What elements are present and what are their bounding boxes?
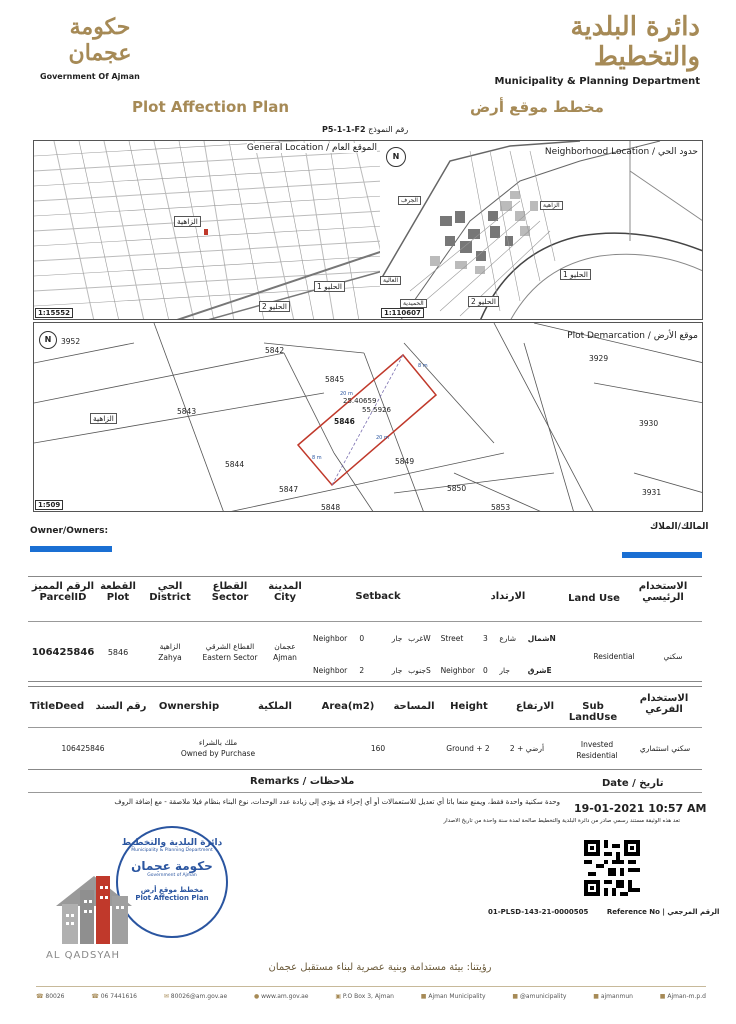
neighborhood-map-label-en: Neighborhood Location / [544, 147, 656, 157]
north-arrow-icon: N [386, 147, 406, 167]
footer-facebook[interactable] [421, 993, 486, 1000]
remarks-label-en: Remarks / [250, 776, 307, 787]
district-value [138, 641, 202, 663]
plot-number: 5850 [447, 484, 467, 493]
ownership-value [178, 737, 258, 759]
sublanduse-value-en: Invested Residential [576, 740, 618, 760]
setback-2-type: Neighbor [313, 666, 348, 675]
footer-item: ajmanmun [600, 992, 633, 1000]
property-info-table [28, 686, 702, 770]
reference-number [488, 908, 719, 916]
plot-number: 5844 [225, 460, 245, 469]
stamp-bottom-ar: مخطط موقع أرض [140, 886, 204, 894]
stamp-mid-en: Government of Ajman [147, 873, 197, 878]
plot-number: 3930 [639, 419, 659, 428]
landuse-header-ar: الاستخدام الرئيسي [638, 581, 688, 603]
department-logo-english: Municipality & Planning Department [494, 76, 700, 87]
owner-bar-right [622, 552, 702, 558]
plot-map-lines [34, 323, 703, 512]
form-number [322, 125, 408, 134]
parcel-header [28, 581, 98, 603]
mailbox-icon: ▣ [335, 992, 341, 1000]
footer-item: Ajman Municipality [428, 992, 486, 1000]
sector-value-ar: القطاع الشرقي [205, 642, 255, 651]
city-value [258, 641, 312, 663]
ownership-header-en: Ownership [158, 701, 220, 712]
titledeed-value: 106425846 [61, 744, 105, 753]
area-value: 160 [370, 744, 386, 753]
plot-number: 3929 [589, 354, 609, 363]
ownership-value-en: Owned by Purchase [180, 749, 256, 758]
remarks-header [250, 776, 354, 787]
setback-2-value2: 0 [482, 666, 488, 675]
neighborhood-place-5: الحميدية [400, 299, 427, 308]
stamp-bottom-en: Plot Affection Plan [135, 894, 209, 902]
plot-map-label-en: Plot Demarcation / [567, 331, 651, 341]
city-header-ar: المدينة [268, 581, 302, 592]
district-header-ar: الحي [157, 581, 183, 592]
plot-north-arrow-icon: N [39, 331, 57, 349]
city-value-en: Ajman [273, 653, 297, 662]
neighborhood-place-6: العالية [380, 276, 401, 285]
setback-2-type-ar: جار [391, 666, 403, 675]
general-map-streets [34, 141, 382, 320]
watermark-logo [46, 866, 146, 966]
district-value-ar: الزاهية [159, 642, 181, 651]
neighborhood-map-label [545, 147, 698, 157]
plot-number: 3952 [61, 337, 81, 346]
general-location-map [33, 140, 382, 320]
neighborhood-map-label-ar: حدود الحي [657, 147, 698, 157]
instagram-icon: ■ [593, 992, 599, 1000]
footer-item: @amunicipality [519, 992, 567, 1000]
date-header [602, 778, 663, 789]
date-value: 19-01-2021 10:57 AM [574, 802, 707, 815]
plot-header-en: Plot [106, 592, 130, 603]
reference-label-en: Reference No | [606, 908, 665, 916]
general-map-place-3: الحليو 2 [259, 301, 290, 312]
plot-demarcation-map [33, 322, 703, 512]
footer-slogan: رؤيتنا: بيئة مستدامة وبنية عصرية لبناء مستقبل عجمان [268, 962, 492, 973]
plot-number: 5849 [395, 457, 415, 466]
setback-2-value: 2 [359, 666, 365, 675]
plot-dim-4: 8 m [312, 455, 322, 461]
height-header-ar: الارتفاع [515, 701, 555, 712]
globe-icon: ● [253, 992, 260, 1000]
watermark-text: AL QADSYAH [46, 950, 121, 961]
facebook-icon: ■ [420, 992, 427, 1000]
qr-code [584, 840, 640, 896]
page-title-arabic: مخطط موقع أرض [470, 98, 604, 116]
stamp-top-en: Municipality & Planning Department [131, 848, 213, 853]
setback-1-value: 0 [359, 634, 365, 643]
plot-number: 3931 [642, 488, 662, 497]
twitter-icon: ■ [512, 992, 518, 1000]
plot-number: 5846 [334, 417, 355, 426]
setback-row-2 [313, 665, 563, 676]
plot-dim-2: 8 m [418, 363, 428, 369]
plot-coords-lon: 55.5926 [362, 406, 391, 414]
plot-dim-3: 20 m [376, 435, 389, 441]
footer-contacts [36, 986, 706, 1002]
footer-instagram[interactable] [593, 993, 633, 1000]
parcel-header-en: ParcelID [39, 592, 87, 603]
email-icon: ✉ [163, 992, 169, 1000]
parcel-value: 106425846 [31, 647, 95, 658]
setback-1-type-ar: جار [391, 634, 403, 643]
height-value-ar: أرضي + 2 [509, 744, 545, 753]
sublanduse-header-en: Sub LandUse [568, 701, 618, 723]
footer-website[interactable] [254, 993, 309, 1000]
neighborhood-place-3: الحليو 2 [468, 296, 499, 307]
footer-phone-toll [36, 993, 65, 1000]
landuse-header-en: Land Use [568, 593, 620, 604]
footer-phone [91, 993, 137, 1000]
remarks-text: وحدة سكنية واحدة فقط، ويمنع منعا باتا أي تعديل للاستعمالات أو أي إجراء قد يؤدي إلى زيادة عدد الوحدات، نوع البناء بنظام فيلا ملاصقة - مع إضافة الروف [114, 798, 560, 806]
stamp-mid-ar: حكومة عجمان [131, 859, 213, 873]
setback-2-dir3: شرقE [527, 666, 552, 675]
city-header [258, 581, 312, 603]
general-map-label-ar: الموقع العام [332, 143, 377, 153]
plot-number: 5845 [325, 375, 345, 384]
footer-department [660, 993, 706, 1000]
setback-1-type2-ar: شارع [499, 634, 517, 643]
plot-map-label [567, 331, 698, 341]
area-header-ar: المساحة [393, 701, 435, 712]
owner-bar-left [30, 546, 112, 552]
setback-1-type: Neighbor [313, 634, 348, 643]
footer-item: 80026 [45, 992, 65, 1000]
plot-header-ar: القطعة [100, 581, 136, 592]
plot-header [98, 581, 138, 603]
neighborhood-place-2: الحليو 1 [560, 269, 591, 280]
general-map-place-2: الحليو 1 [314, 281, 345, 292]
government-logo [40, 14, 160, 81]
titledeed-header-en: TitleDeed [29, 701, 85, 712]
date-label-en: Date / [602, 778, 636, 789]
plot-number: 5847 [279, 485, 299, 494]
sublanduse-header-ar: الاستخدام الفرعي [639, 693, 689, 715]
stamp-top-ar: دائرة البلدية والتخطيط [121, 838, 223, 848]
phone-icon: ☎ [36, 992, 44, 1000]
phone-icon: ☎ [91, 992, 99, 1000]
neighborhood-place-1: الجرف [398, 196, 421, 205]
plot-place-label: الزاهية [90, 413, 117, 424]
height-value-en: Ground + 2 [446, 744, 490, 753]
owners-label: Owner/Owners: [30, 526, 109, 536]
general-map-place-1: الزاهية [174, 216, 201, 227]
form-number-value: P5-1-1-F2 [322, 125, 366, 134]
sector-value [202, 641, 258, 663]
plot-number: 5843 [177, 407, 197, 416]
area-header-en: Area(m2) [321, 701, 375, 712]
footer-item: Ajman-m.p.d [667, 992, 706, 1000]
landuse-value-ar: سكني [663, 652, 683, 661]
footer-item: 80026@am.gov.ae [170, 992, 228, 1000]
page-title-english: Plot Affection Plan [132, 98, 290, 116]
remarks-label-ar: ملاحظات [309, 776, 355, 787]
reference-value: 01-PLSD-143-21-0000505 [488, 908, 589, 916]
general-map-scale: 1:15552 [35, 308, 73, 318]
footer-twitter[interactable] [512, 993, 566, 1000]
date-label-ar: تاريخ [639, 778, 664, 789]
city-value-ar: عجمان [274, 642, 296, 651]
plot-number: 5842 [265, 346, 285, 355]
footer-item: 06 7441616 [100, 992, 137, 1000]
neighborhood-map-shapes [380, 141, 703, 320]
sector-value-en: Eastern Sector [202, 653, 258, 662]
neighborhood-place-4: الزاهية [540, 201, 563, 210]
district-value-en: Zahya [158, 653, 182, 662]
setback-2-type2-ar: جار [499, 666, 510, 675]
setback-header-ar: الارتداد [490, 591, 526, 602]
building-small-icon: ■ [659, 992, 666, 1000]
district-header [138, 581, 202, 603]
setback-1-dir3: شمالN [527, 634, 556, 643]
form-number-label: رقم النموذج [368, 125, 409, 134]
footer-email[interactable] [164, 993, 227, 1000]
setback-2-type2: Neighbor [440, 666, 475, 675]
setback-row-1 [313, 633, 563, 644]
neighborhood-map-scale: 1:110607 [381, 308, 424, 318]
district-header-en: District [149, 592, 191, 603]
setback-1-value2: 3 [482, 634, 488, 643]
owners-label-arabic: المالك/الملاك [650, 522, 709, 532]
neighborhood-location-map [380, 140, 703, 320]
setback-header-en: Setback [355, 591, 401, 602]
plot-map-label-ar: موقع الأرض [653, 331, 698, 341]
parcel-header-ar: الرقم المميز [31, 581, 95, 592]
ownership-header-ar: الملكية [258, 701, 292, 712]
setback-1-dir: غربW [408, 634, 431, 643]
plot-value: 5846 [107, 648, 129, 657]
general-map-label-en: General Location / [246, 143, 330, 153]
setback-2-dir: جنوبS [408, 666, 431, 675]
building-icon [46, 866, 146, 946]
general-map-label [247, 143, 377, 153]
plot-number: 5853 [491, 503, 511, 512]
sublanduse-value-ar: سكني استثماري [639, 744, 691, 753]
plot-coords-lat: 25.40659 [343, 397, 377, 405]
qr-code-icon [584, 840, 640, 896]
plot-number: 5848 [321, 503, 341, 512]
government-logo-english: Government Of Ajman [40, 72, 140, 81]
government-logo-arabic: حكومة عجمان [68, 14, 132, 66]
footer-item: P.O Box 3, Ajman [342, 992, 394, 1000]
footer-pobox [335, 993, 394, 1000]
plot-map-scale: 1:509 [35, 500, 63, 510]
sector-header-en: Sector [211, 592, 249, 603]
city-header-en: City [273, 592, 297, 603]
height-header-en: Height [450, 701, 488, 712]
footer-item: www.am.gov.ae [261, 992, 309, 1000]
department-logo-arabic: دائرة البلدية والتخطيط [570, 12, 700, 72]
reference-label-ar: الرقم المرجعي [667, 908, 720, 916]
parcel-info-table [28, 576, 702, 682]
ownership-value-ar: ملك بالشراء [198, 738, 238, 747]
setback-1-type2: Street [440, 634, 464, 643]
department-logo [470, 12, 700, 87]
plot-dim-1: 20 m [340, 391, 353, 397]
sector-header [202, 581, 258, 603]
validity-note: تعد هذه الوثيقة مستند رسمي صادر من دائرة البلدية والتخطيط صالحة لمدة سنة واحدة من تاريخ الاصدار [443, 818, 680, 824]
sector-header-ar: القطاع [212, 581, 248, 592]
landuse-value-en: Residential [593, 652, 635, 661]
titledeed-header-ar: رقم السند [95, 701, 147, 712]
